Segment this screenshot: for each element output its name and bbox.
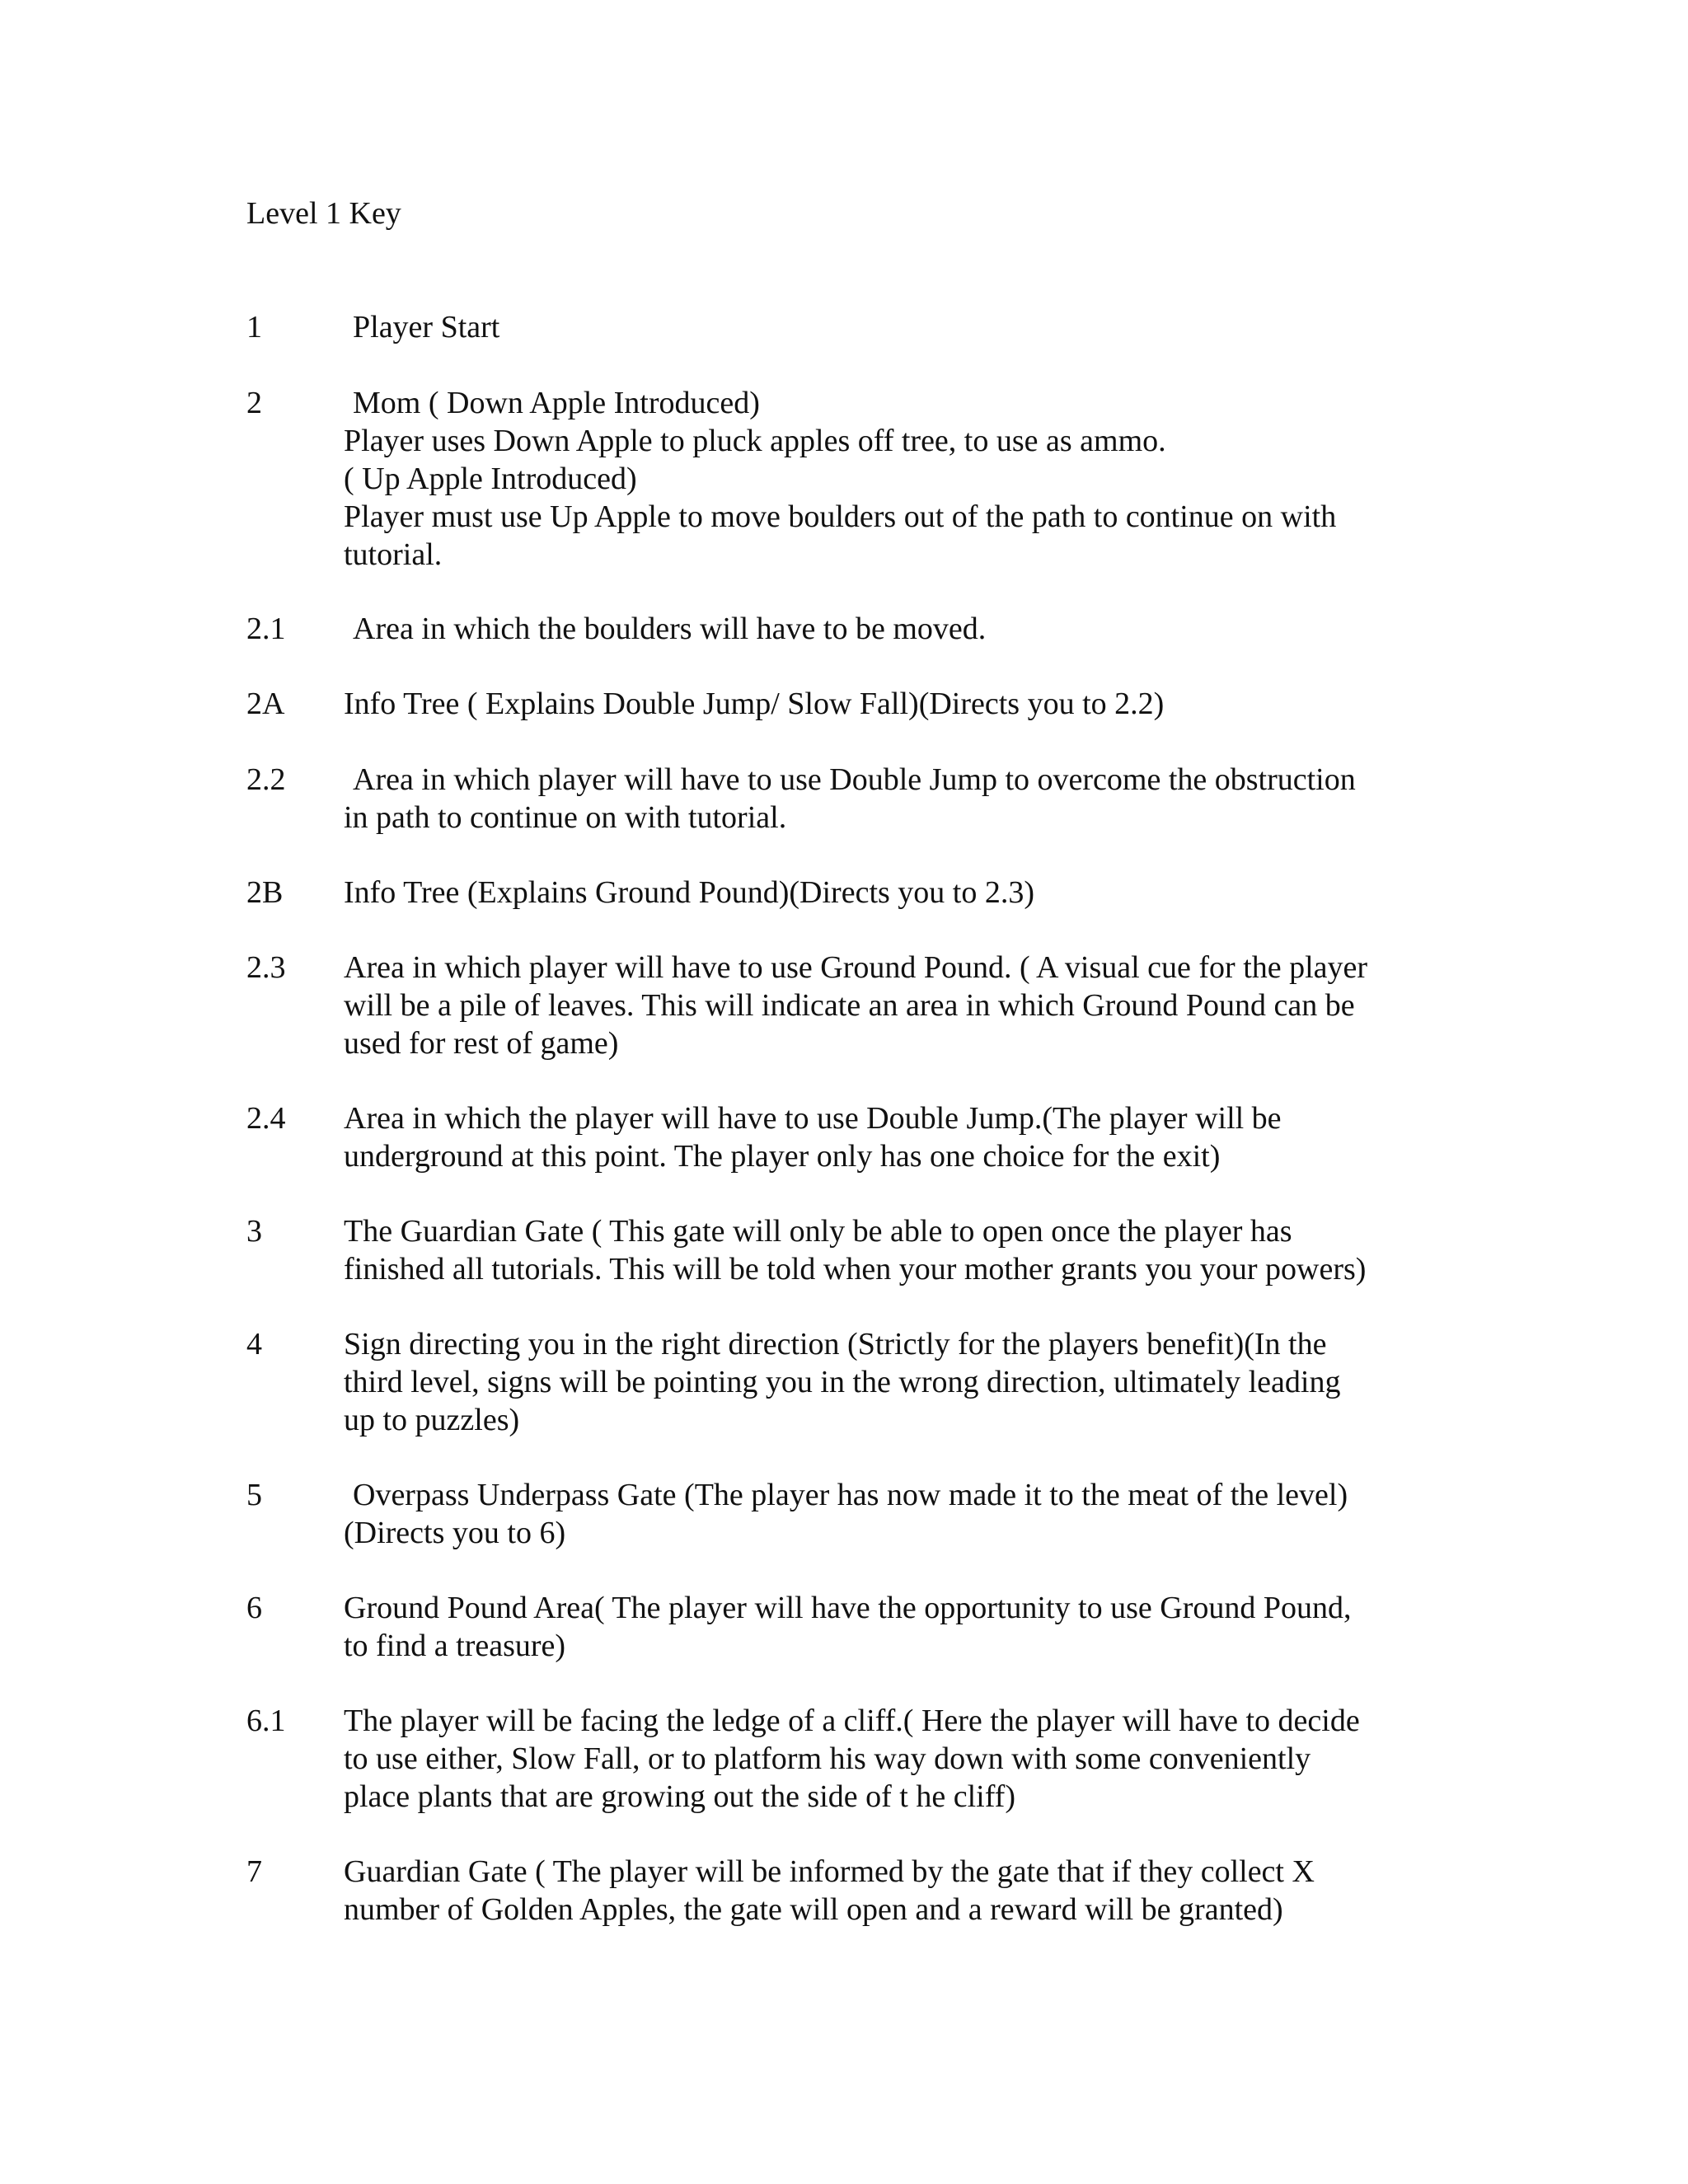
entry-description	[344, 1212, 1498, 1288]
entry-description	[344, 1325, 1498, 1439]
entry-number: 1	[246, 310, 262, 344]
entry-description	[344, 761, 1498, 837]
entry-description	[344, 384, 1498, 574]
entry-line: The player will be facing the ledge of a cliff.( Here the player will have to decide	[344, 1704, 1360, 1738]
entry-line: Sign directing you in the right direction (Strictly for the players benefit)(In the	[344, 1327, 1327, 1361]
entry-number: 3	[246, 1214, 262, 1249]
entry-line: underground at this point. The player only has one choice for the exit)	[344, 1139, 1221, 1174]
entry-line: Area in which player will have to use Double Jump to overcome the obstruction	[353, 762, 1356, 797]
entry-line: (Directs you to 6)	[344, 1516, 566, 1550]
entry-number: 2A	[246, 687, 285, 721]
entry-line: Player must use Up Apple to move boulders out of the path to continue on with	[344, 499, 1337, 534]
entry-description	[344, 1476, 1498, 1552]
entry-line: Ground Pound Area( The player will have the opportunity to use Ground Pound,	[344, 1591, 1352, 1625]
entry-description	[344, 949, 1498, 1062]
entry-line: up to puzzles)	[344, 1403, 520, 1437]
entry-number: 2.1	[246, 612, 286, 646]
entry-description	[344, 1853, 1498, 1929]
entry-description	[344, 685, 1498, 723]
entry-line: in path to continue on with tutorial.	[344, 800, 787, 835]
entry-description	[344, 1589, 1498, 1665]
entry-line: Area in which the player will have to use Double Jump.(The player will be	[344, 1101, 1282, 1136]
entry-description	[344, 1099, 1498, 1175]
entry-line: Guardian Gate ( The player will be informed by the gate that if they collect X	[344, 1854, 1315, 1889]
entry-line: tutorial.	[344, 537, 443, 572]
entry-line: third level, signs will be pointing you in the wrong direction, ultimately leading	[344, 1365, 1341, 1399]
entry-line: Overpass Underpass Gate (The player has now made it to the meat of the level)	[353, 1478, 1348, 1512]
entry-line: to use either, Slow Fall, or to platform his way down with some conveniently	[344, 1741, 1311, 1776]
entry-line: ( Up Apple Introduced)	[344, 462, 637, 496]
entry-number: 2.2	[246, 762, 286, 797]
entry-line: Player Start	[353, 310, 500, 344]
entry-description	[344, 1702, 1498, 1816]
entry-line: Info Tree (Explains Ground Pound)(Directs you to 2.3)	[344, 875, 1035, 910]
entry-line: Mom ( Down Apple Introduced)	[353, 386, 760, 420]
entry-number: 2.3	[246, 950, 286, 985]
document-title: Level 1 Key	[246, 196, 401, 231]
entry-line: finished all tutorials. This will be told when your mother grants you your powers)	[344, 1252, 1367, 1286]
entry-number: 2B	[246, 875, 284, 910]
entry-description	[344, 874, 1498, 912]
entry-number: 2	[246, 386, 262, 420]
entry-number: 6	[246, 1591, 262, 1625]
entry-line: used for rest of game)	[344, 1026, 619, 1061]
entry-description	[344, 308, 1498, 346]
entry-line: will be a pile of leaves. This will indicate an area in which Ground Pound can be	[344, 988, 1355, 1023]
entry-number: 2.4	[246, 1101, 286, 1136]
entry-line: place plants that are growing out the side of t he cliff)	[344, 1779, 1015, 1814]
entry-line: Info Tree ( Explains Double Jump/ Slow Fall)(Directs you to 2.2)	[344, 687, 1165, 721]
entry-number: 5	[246, 1478, 262, 1512]
entry-line: The Guardian Gate ( This gate will only be able to open once the player has	[344, 1214, 1292, 1249]
entry-line: Area in which the boulders will have to be moved.	[353, 612, 987, 646]
entry-number: 6.1	[246, 1704, 286, 1738]
entry-line: Area in which player will have to use Ground Pound. ( A visual cue for the player	[344, 950, 1368, 985]
entry-number: 4	[246, 1327, 262, 1361]
entry-description	[344, 610, 1498, 648]
entry-number: 7	[246, 1854, 262, 1889]
entry-line: to find a treasure)	[344, 1629, 566, 1663]
entry-line: number of Golden Apples, the gate will open and a reward will be granted)	[344, 1892, 1283, 1927]
entry-line: Player uses Down Apple to pluck apples off tree, to use as ammo.	[344, 424, 1166, 458]
